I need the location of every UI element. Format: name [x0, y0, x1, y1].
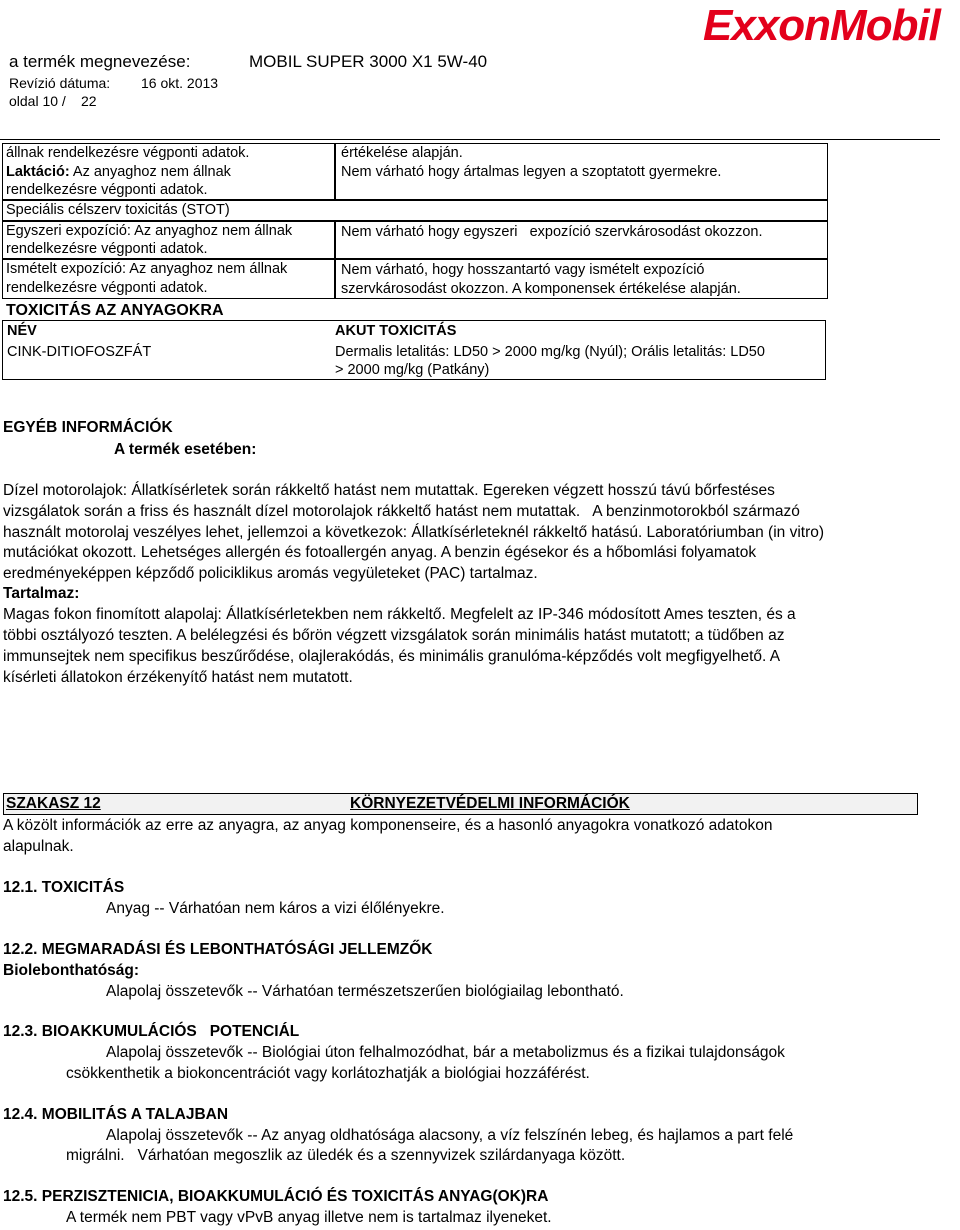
other-info-p1-l5: eredményeképpen képződő policiklikus aromás vegyületeket (PAC) tartalmaz.	[3, 565, 538, 582]
left-line-7: Ismételt expozíció: Az anyaghoz nem állnak	[6, 261, 288, 277]
other-info-p2-l1: Magas fokon finomított alapolaj: Állatkísérletekben nem rákkeltő. Megfelelt az IP-346 módosított Ames teszten, és a	[3, 606, 796, 623]
left-line-1: állnak rendelkezésre végponti adatok.	[6, 145, 250, 161]
s4-line-1: Alapolaj összetevők -- Az anyag oldhatósága alacsony, a víz felszínén lebeg, és hajlamos a part felé	[106, 1127, 794, 1144]
revision-label: Revízió dátuma:	[9, 75, 111, 91]
header-rule	[0, 139, 940, 140]
other-info-p2-l3: immunsejtek nem specifikus beszűrődése, olajlerakódás, és minimális granulóma-képződés volt megfigyelhető. A	[3, 648, 781, 665]
s4-title: 12.4. MOBILITÁS A TALAJBAN	[3, 1106, 229, 1123]
s3-line-2: csökkenthetik a biokoncentrációt vagy korlátozhatják a biológiai hozzáférést.	[66, 1065, 590, 1082]
s2-text: Alapolaj összetevők -- Várhatóan természetszerűen biológiailag lebontható.	[106, 983, 624, 1000]
exxonmobil-logo	[703, 0, 959, 59]
lactation-text: Az anyaghoz nem állnak	[69, 164, 231, 180]
other-info-p1-l3: használt motorolaj veszélyes lehet, jellemzoi a következok: Állatkísérleteknél rákkeltő hatású. Laboratóriumban (in vitro)	[3, 524, 825, 541]
s3-title: 12.3. BIOAKKUMULÁCIÓS POTENCIÁL	[3, 1023, 300, 1040]
logo-wordmark: ExxonMobil	[703, 1, 940, 50]
section12-number: SZAKASZ 12	[6, 795, 101, 812]
left-line-8: rendelkezésre végponti adatok.	[6, 280, 208, 296]
s5-title: 12.5. PERZISZTENICIA, BIOAKKUMULÁCIÓ ÉS TOXICITÁS ANYAG(OK)RA	[3, 1188, 549, 1205]
s1-text: Anyag -- Várhatóan nem káros a vizi élőlényekre.	[106, 900, 445, 917]
contains-label: Tartalmaz:	[3, 585, 80, 602]
s4-line-2: migrálni. Várhatóan megoszlik az üledék és a szennyvizek szilárdanyaga között.	[66, 1147, 626, 1164]
other-info-p1-l2: vizsgálatok során a friss és használt dízel motorolajok rákkeltő hatást nem mutattak. A benzinmotorokból származó	[3, 503, 800, 520]
left-line-6: rendelkezésre végponti adatok.	[6, 241, 208, 257]
exxonmobil-logo-icon	[703, 0, 959, 52]
col-name-header: NÉV	[7, 323, 37, 339]
page-total: 22	[81, 93, 97, 109]
lactation-label: Laktáció:	[6, 164, 70, 180]
ingredient-name: CINK-DITIOFOSZFÁT	[7, 344, 152, 360]
section12-title: KÖRNYEZETVÉDELMI INFORMÁCIÓK	[350, 795, 630, 812]
s5-text: A termék nem PBT vagy vPvB anyag illetve nem is tartalmaz ilyeneket.	[66, 1209, 552, 1226]
tox-ingredients-title: TOXICITÁS AZ ANYAGOKRA	[6, 302, 224, 319]
other-info-p1-l1: Dízel motorolajok: Állatkísérletek során rákkeltő hatást nem mutattak. Egereken végzett hosszú távú bőrfestéses	[3, 482, 775, 499]
col-acute-header: AKUT TOXICITÁS	[335, 323, 457, 339]
other-info-p2-l2: többi osztályozó teszten. A belélegzési és bőrön végzett vizsgálatok során minimális hatást mutatott; a tüdőben az	[3, 627, 785, 644]
left-line-5: Egyszeri expozíció: Az anyaghoz nem állnak	[6, 223, 293, 239]
product-name: MOBIL SUPER 3000 X1 5W-40	[249, 52, 488, 71]
s2-subtitle: Biolebonthatóság:	[3, 962, 140, 979]
product-label: a termék megnevezése:	[9, 52, 191, 71]
right-line-5: szervkárosodást okozzon. A komponensek értékelése alapján.	[341, 281, 741, 297]
ingredient-acute-1: Dermalis letalitás: LD50 > 2000 mg/kg (Nyúl); Orális letalitás: LD50	[335, 344, 765, 360]
right-line-2: Nem várható hogy ártalmas legyen a szoptatott gyermekre.	[341, 164, 722, 180]
s2-title: 12.2. MEGMARADÁSI ÉS LEBONTHATÓSÁGI JELLEMZŐK	[3, 941, 433, 958]
right-line-4: Nem várható, hogy hosszantartó vagy ismételt expozíció	[341, 262, 705, 278]
stot-heading: Speciális célszerv toxicitás (STOT)	[6, 202, 230, 218]
s1-title: 12.1. TOXICITÁS	[3, 879, 125, 896]
revision-date: 16 okt. 2013	[141, 75, 219, 91]
left-line-3: rendelkezésre végponti adatok.	[6, 182, 208, 198]
other-info-subtitle: A termék esetében:	[114, 441, 257, 458]
right-line-1: értékelése alapján.	[341, 145, 463, 161]
section12-intro-l1: A közölt információk az erre az anyagra, az anyag komponenseire, és a hasonló anyagokra vonatkozó adatokon	[3, 817, 773, 834]
left-line-2	[6, 163, 231, 182]
page-label: oldal 10 /	[9, 93, 66, 109]
ingredient-acute-2: > 2000 mg/kg (Patkány)	[335, 362, 490, 378]
other-info-title: EGYÉB INFORMÁCIÓK	[3, 419, 173, 436]
other-info-p1-l4: mutációkat okozott. Lehetséges allergén és fotoallergén anyag. A benzin égésekor és a hőbomlási folyamatok	[3, 544, 757, 561]
other-info-p2-l4: kísérleti állatokon érzékenyítő hatást nem mutatott.	[3, 669, 353, 686]
right-line-3: Nem várható hogy egyszeri expozíció szervkárosodást okozzon.	[341, 224, 763, 240]
section12-intro-l2: alapulnak.	[3, 838, 74, 855]
s3-line-1: Alapolaj összetevők -- Biológiai úton felhalmozódhat, bár a metabolizmus és a fizikai tulajdonságok	[106, 1044, 785, 1061]
